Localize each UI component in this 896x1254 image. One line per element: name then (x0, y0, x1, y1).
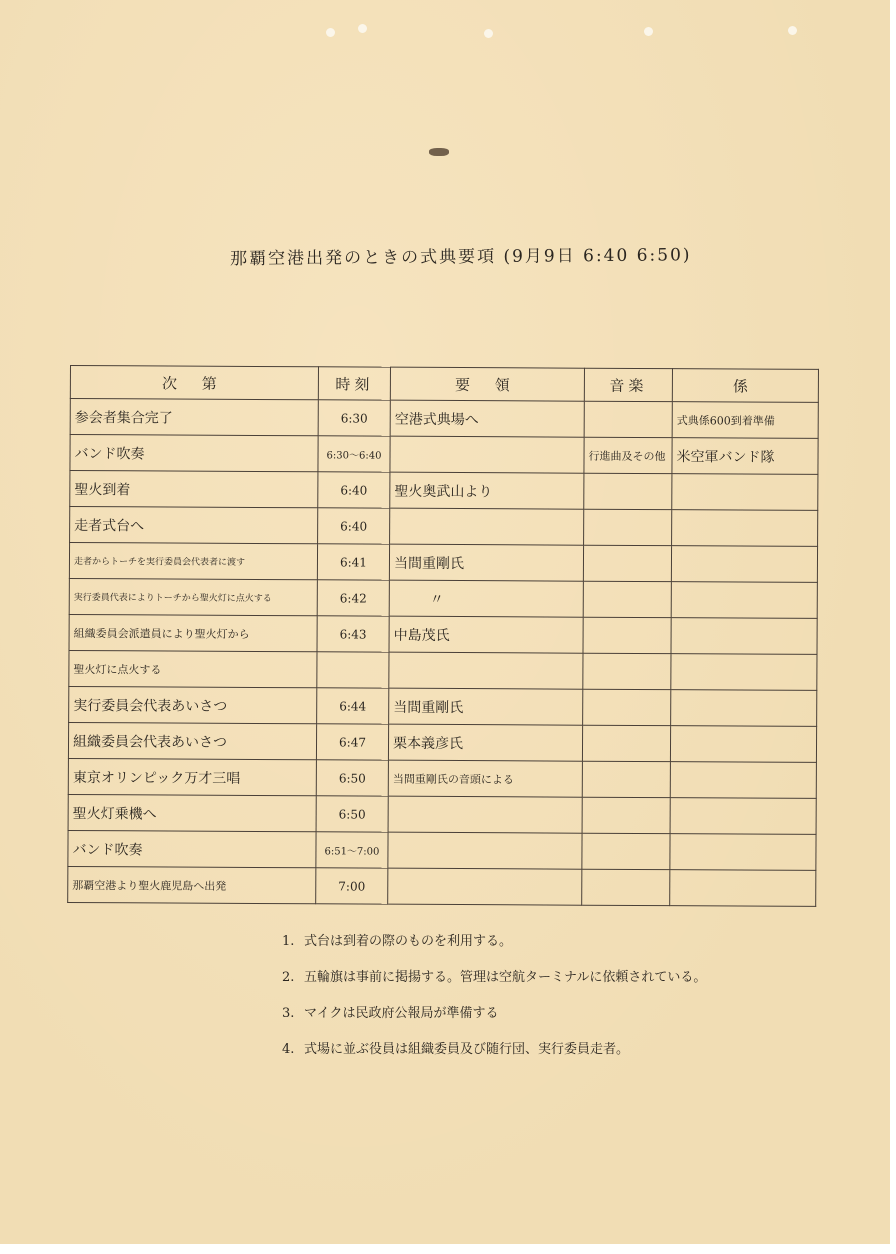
cell-item: 組織委員会代表あいさつ (68, 722, 316, 759)
cell-item: 走者からトーチを実行委員会代表者に渡す (69, 543, 317, 580)
table-row (70, 471, 818, 511)
cell-time: 6:42 (317, 580, 389, 616)
cell-item: 那覇空港より聖火鹿児島へ出発 (68, 866, 316, 903)
cell-music (584, 401, 672, 437)
cell-music (582, 869, 670, 905)
cell-music: 行進曲及その他 (584, 437, 672, 473)
cell-item: 組織委員会派遣員により聖火灯から (69, 614, 317, 651)
cell-time: 6:50 (316, 796, 388, 832)
cell-procedure: 中島茂氏 (389, 616, 583, 653)
cell-music (583, 689, 671, 725)
cell-item: 聖火灯乗機へ (68, 794, 316, 831)
cell-item: 実行委員会代表あいさつ (69, 686, 317, 723)
cell-staff (671, 690, 817, 727)
table-row (68, 758, 816, 798)
cell-time: 7:00 (316, 868, 388, 904)
table-row (68, 794, 816, 834)
cell-time (317, 652, 389, 688)
cell-music (584, 473, 672, 509)
cell-music (583, 617, 671, 653)
cell-procedure (388, 832, 582, 869)
punch-hole (788, 26, 797, 35)
cell-staff (671, 582, 817, 619)
note-text: 五輪旗は事前に掲揚する。管理は空航ターミナルに依頼されている。 (304, 970, 707, 985)
cell-time: 6:50 (316, 760, 388, 796)
cell-procedure (388, 868, 582, 905)
cell-music (583, 653, 671, 689)
note-text: 式台は到着の際のものを利用する。 (304, 934, 513, 949)
cell-staff: 米空軍バンド隊 (672, 438, 818, 475)
punch-hole (644, 27, 653, 36)
table-row (69, 614, 817, 654)
cell-time: 6:40 (318, 508, 390, 544)
header-procedure: 要 領 (390, 367, 584, 401)
cell-music (582, 725, 670, 761)
cell-item: 実行委員代表によりトーチから聖火灯に点火する (69, 578, 317, 615)
cell-staff (670, 726, 816, 763)
table-row (68, 722, 816, 762)
cell-time: 6:51～7:00 (316, 832, 388, 868)
table-header-row (70, 366, 818, 403)
cell-procedure: 〃 (389, 580, 583, 617)
cell-music (583, 545, 671, 581)
document-title: 那覇空港出発のときの式典要項 (9月9日 6:40 6:50) (229, 245, 692, 270)
note-item (282, 1038, 706, 1074)
cell-music (584, 509, 672, 545)
cell-music (582, 797, 670, 833)
note-text: 式場に並ぶ役員は組織委員及び随行団、実行委員走者。 (304, 1042, 630, 1057)
table-row (70, 435, 818, 475)
note-item (282, 966, 706, 1002)
note-item (282, 930, 706, 966)
header-time: 時刻 (318, 367, 390, 400)
cell-music (582, 833, 670, 869)
cell-procedure: 当間重剛氏の音頭による (388, 760, 582, 797)
header-staff: 係 (672, 369, 818, 403)
punch-hole (484, 29, 493, 38)
cell-procedure (390, 508, 584, 545)
table-row (69, 650, 817, 690)
cell-staff (670, 834, 816, 871)
cell-staff (671, 618, 817, 655)
notes-list (282, 930, 706, 1074)
cell-procedure (390, 436, 584, 473)
cell-procedure (389, 652, 583, 689)
note-text: マイクは民政府公報局が準備する (304, 1006, 499, 1021)
cell-item: 聖火灯に点火する (69, 650, 317, 687)
cell-staff (670, 762, 816, 799)
cell-time: 6:30～6:40 (318, 436, 390, 472)
cell-procedure: 当間重剛氏 (389, 688, 583, 725)
cell-item: 聖火到着 (70, 471, 318, 508)
ceremony-schedule-table (67, 365, 819, 907)
note-number: 3. (282, 1006, 295, 1021)
note-number: 1. (282, 934, 295, 949)
cell-item: 走者式台へ (70, 507, 318, 544)
cell-procedure: 当間重剛氏 (389, 544, 583, 581)
cell-time: 6:30 (318, 400, 390, 436)
table-row (69, 578, 817, 618)
cell-staff (671, 654, 817, 691)
cell-procedure: 栗本義彦氏 (388, 724, 582, 761)
cell-staff (671, 546, 817, 583)
table-row (70, 399, 818, 439)
cell-item: 参会者集合完了 (70, 399, 318, 436)
punch-hole (358, 24, 367, 33)
cell-procedure (388, 796, 582, 833)
header-music: 音楽 (584, 368, 672, 401)
cell-music (582, 761, 670, 797)
note-number: 4. (282, 1042, 295, 1057)
table-row (70, 507, 818, 547)
header-item: 次 第 (70, 366, 318, 400)
cell-staff: 式典係600到着準備 (672, 402, 818, 439)
cell-staff (670, 870, 816, 907)
cell-music (583, 581, 671, 617)
ink-stain (429, 148, 449, 156)
cell-staff (670, 798, 816, 835)
cell-staff (672, 510, 818, 547)
cell-time: 6:40 (318, 472, 390, 508)
table-row (68, 830, 816, 870)
cell-item: 東京オリンピック万才三唱 (68, 758, 316, 795)
cell-time: 6:47 (316, 724, 388, 760)
cell-time: 6:43 (317, 616, 389, 652)
cell-procedure: 空港式典場へ (390, 400, 584, 437)
table-row (68, 866, 816, 906)
cell-procedure: 聖火奥武山より (390, 472, 584, 509)
punch-hole (326, 28, 335, 37)
cell-staff (672, 474, 818, 511)
cell-item: バンド吹奏 (70, 435, 318, 472)
cell-item: バンド吹奏 (68, 830, 316, 867)
note-item (282, 1002, 706, 1038)
table-row (69, 543, 817, 583)
note-number: 2. (282, 970, 295, 985)
table-row (69, 686, 817, 726)
cell-time: 6:44 (317, 688, 389, 724)
cell-time: 6:41 (317, 544, 389, 580)
